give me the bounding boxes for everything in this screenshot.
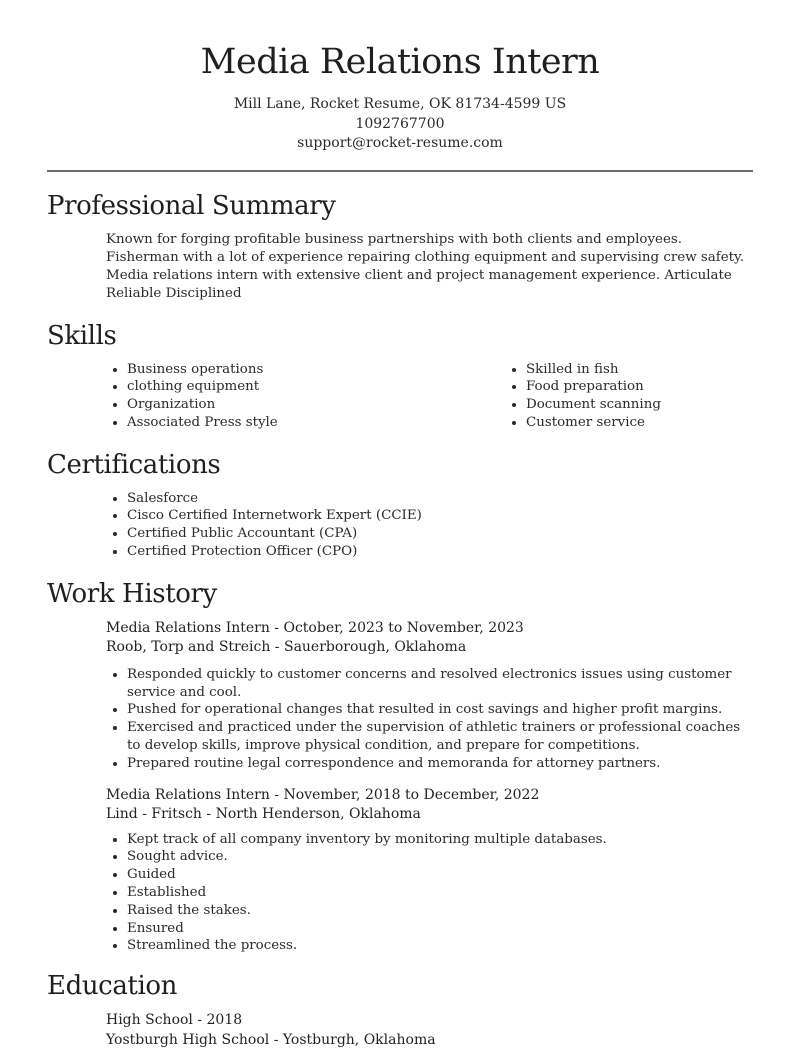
skill-item: • Business operations xyxy=(127,361,446,379)
certification-item: • Salesforce xyxy=(127,490,753,508)
skills-right-column xyxy=(446,361,661,432)
email: support@rocket-resume.com xyxy=(297,135,503,151)
job-bullet: • Kept track of all company inventory by monitoring multiple databases. xyxy=(127,831,753,849)
certification-item: • Certified Protection Officer (CPO) xyxy=(127,543,753,561)
header-divider xyxy=(47,170,753,172)
job-bullet: • Streamlined the process. xyxy=(127,937,753,955)
job-bullet: • Pushed for operational changes that resulted in cost savings and higher profit margins. xyxy=(127,701,753,719)
education-entry xyxy=(106,1011,753,1050)
skills-list xyxy=(47,361,753,432)
skill-item: • Customer service xyxy=(526,414,661,432)
skill-item: • Food preparation xyxy=(526,378,661,396)
job-bullet: • Raised the stakes. xyxy=(127,902,753,920)
summary-text: Known for forging profitable business partnerships with both clients and employees. Fisherman with a lot of experience repairing clothing equipment and supervising crew safety. Media relations intern with extensive client and project management experience. Articulate Reliable Disciplined xyxy=(106,231,745,301)
job-entry xyxy=(106,619,753,658)
job-bullet: • Ensured xyxy=(127,920,753,938)
job-bullets xyxy=(47,831,753,956)
phone: 1092767700 xyxy=(355,115,445,132)
job-bullet: • Guided xyxy=(127,866,753,884)
job-entry xyxy=(106,786,753,825)
certification-item: • Certified Public Accountant (CPA) xyxy=(127,525,753,543)
job-bullet: • Prepared routine legal correspondence and memoranda for attorney partners. xyxy=(127,755,753,773)
job-bullets xyxy=(47,666,753,773)
certification-item: • Cisco Certified Internetwork Expert (CCIE) xyxy=(127,507,753,525)
job-title-line: Media Relations Intern - November, 2018 to December, 2022 xyxy=(106,786,540,803)
skill-item: • Associated Press style xyxy=(127,414,446,432)
skill-item: • Organization xyxy=(127,396,446,414)
skills-heading: Skills xyxy=(47,320,117,351)
job-bullet: • Exercised and practiced under the supervision of athletic trainers or professional coaches to develop skills, improve physical condition, and prepare for competitions. xyxy=(127,719,753,755)
contact-block xyxy=(47,95,753,154)
certifications-heading: Certifications xyxy=(47,449,221,480)
degree-line: High School - 2018 xyxy=(106,1012,243,1029)
job-bullet: • Sought advice. xyxy=(127,848,753,866)
job-company-line: Roob, Torp and Streich - Sauerborough, Oklahoma xyxy=(106,639,467,656)
summary-heading: Professional Summary xyxy=(47,190,336,221)
skill-item: • Document scanning xyxy=(526,396,661,414)
skill-item: • clothing equipment xyxy=(127,378,446,396)
school-line: Yostburgh High School - Yostburgh, Oklahoma xyxy=(106,1031,436,1048)
work-heading: Work History xyxy=(47,578,217,609)
job-company-line: Lind - Fritsch - North Henderson, Oklahoma xyxy=(106,806,421,823)
skill-item: • Skilled in fish xyxy=(526,361,661,379)
job-bullet: • Responded quickly to customer concerns and resolved electronics issues using customer service and cool. xyxy=(127,666,753,702)
job-title-line: Media Relations Intern - October, 2023 to November, 2023 xyxy=(106,619,524,636)
resume-name: Media Relations Intern xyxy=(200,42,600,82)
address: Mill Lane, Rocket Resume, OK 81734-4599 US xyxy=(233,96,567,112)
skills-left-column xyxy=(47,361,446,432)
job-bullet: • Established xyxy=(127,884,753,902)
education-heading: Education xyxy=(47,971,177,1002)
certifications-list xyxy=(47,490,753,561)
